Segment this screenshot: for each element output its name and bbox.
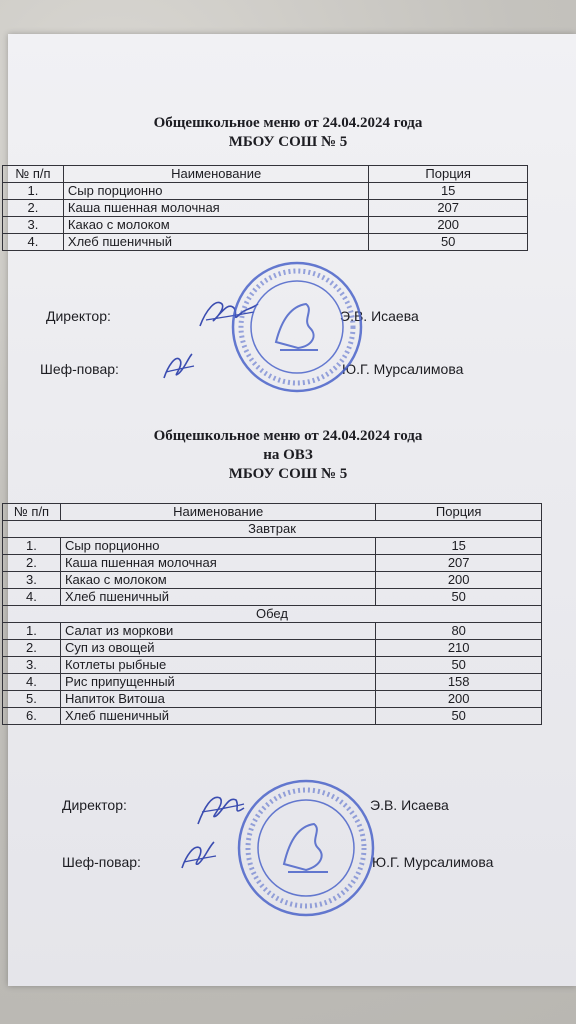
doc1-chef-label: Шеф-повар: [40, 361, 119, 377]
doc1-chef-signature-icon [158, 348, 198, 386]
row-name: Салат из моркови [60, 623, 375, 640]
row-name: Котлеты рыбные [60, 657, 375, 674]
doc2-title-line3: МБОУ СОШ № 5 [228, 466, 348, 482]
row-portion: 15 [376, 538, 542, 555]
row-portion: 207 [369, 200, 528, 217]
row-portion: 50 [376, 657, 542, 674]
row-name: Каша пшенная молочная [63, 200, 368, 217]
row-name: Какао с молоком [63, 217, 368, 234]
section-label: Обед [3, 606, 542, 623]
row-portion: 207 [376, 555, 542, 572]
table-row [3, 589, 542, 606]
doc2-title-line2: на ОВЗ [263, 447, 313, 463]
row-portion: 50 [369, 234, 528, 251]
row-name: Суп из овощей [60, 640, 375, 657]
header-name: Наименование [63, 166, 368, 183]
row-portion: 200 [376, 572, 542, 589]
row-number: 4. [3, 674, 61, 691]
header-portion: Порция [376, 504, 542, 521]
table-row [3, 200, 528, 217]
row-name: Напиток Витоша [60, 691, 375, 708]
table-row [3, 234, 528, 251]
doc1-director-name: Э.В. Исаева [340, 308, 419, 324]
table-row [3, 640, 542, 657]
doc2-chef-name: Ю.Г. Мурсалимова [372, 854, 494, 870]
row-name: Хлеб пшеничный [63, 234, 368, 251]
row-number: 2. [3, 200, 64, 217]
table-row [3, 183, 528, 200]
row-number: 4. [3, 234, 64, 251]
section-label: Завтрак [3, 521, 542, 538]
row-number: 1. [3, 623, 61, 640]
header-portion: Порция [369, 166, 528, 183]
row-portion: 50 [376, 589, 542, 606]
row-name: Сыр порционно [60, 538, 375, 555]
row-name: Хлеб пшеничный [60, 589, 375, 606]
row-number: 4. [3, 589, 61, 606]
header-number: № п/п [3, 504, 61, 521]
table-header-row [3, 504, 542, 521]
row-portion: 200 [369, 217, 528, 234]
row-portion: 200 [376, 691, 542, 708]
row-number: 1. [3, 183, 64, 200]
row-number: 3. [3, 657, 61, 674]
doc2-title-line1: Общешкольное меню от 24.04.2024 года [153, 428, 423, 444]
doc1-table-body [3, 183, 528, 251]
doc2-director-name: Э.В. Исаева [370, 797, 449, 813]
doc1-director-label: Директор: [46, 308, 111, 324]
doc2-table-body [3, 521, 542, 725]
row-portion: 80 [376, 623, 542, 640]
row-name: Рис припущенный [60, 674, 375, 691]
row-name: Каша пшенная молочная [60, 555, 375, 572]
row-portion: 50 [376, 708, 542, 725]
table-section-row [3, 606, 542, 623]
table-row [3, 623, 542, 640]
table-row [3, 657, 542, 674]
header-name: Наименование [60, 504, 375, 521]
table-row [3, 708, 542, 725]
row-name: Хлеб пшеничный [60, 708, 375, 725]
row-number: 2. [3, 640, 61, 657]
row-number: 6. [3, 708, 61, 725]
row-portion: 15 [369, 183, 528, 200]
table-row [3, 691, 542, 708]
row-name: Сыр порционно [63, 183, 368, 200]
doc2-chef-label: Шеф-повар: [62, 854, 141, 870]
doc2-school-stamp-icon [234, 776, 378, 920]
row-number: 2. [3, 555, 61, 572]
table-header-row [3, 166, 528, 183]
row-portion: 210 [376, 640, 542, 657]
row-number: 3. [3, 572, 61, 589]
row-number: 1. [3, 538, 61, 555]
doc1-school-stamp-icon [228, 258, 366, 396]
table-row [3, 555, 542, 572]
doc1-title-line2: МБОУ СОШ № 5 [228, 134, 348, 150]
doc2-menu-table [2, 503, 542, 725]
row-portion: 158 [376, 674, 542, 691]
doc1-title-line1: Общешкольное меню от 24.04.2024 года [153, 115, 423, 131]
doc2-director-label: Директор: [62, 797, 127, 813]
doc1-chef-name: Ю.Г. Мурсалимова [342, 361, 464, 377]
doc2-chef-signature-icon [176, 836, 220, 876]
table-row [3, 538, 542, 555]
row-number: 5. [3, 691, 61, 708]
table-row [3, 572, 542, 589]
table-section-row [3, 521, 542, 538]
row-name: Какао с молоком [60, 572, 375, 589]
row-number: 3. [3, 217, 64, 234]
table-row [3, 674, 542, 691]
doc1-menu-table [2, 165, 528, 251]
header-number: № п/п [3, 166, 64, 183]
table-row [3, 217, 528, 234]
